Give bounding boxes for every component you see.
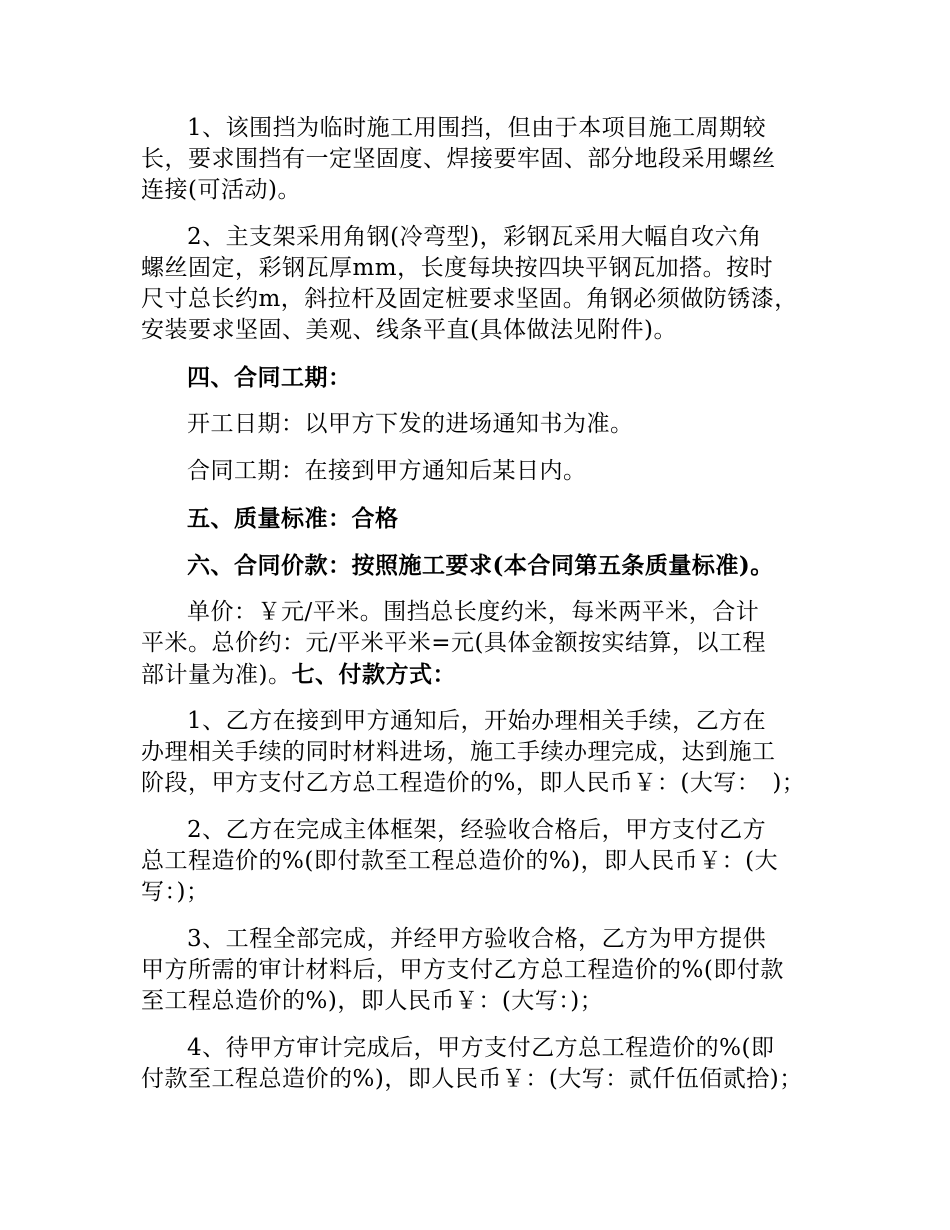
heading-text: 六、合同价款：按照施工要求(本合同第五条质量标准)。 bbox=[187, 552, 774, 579]
text-line: 连接(可活动)。 bbox=[141, 177, 301, 203]
text-line: 1、该围挡为临时施工用围挡，但由于本项目施工周期较 bbox=[187, 115, 767, 141]
section-heading-payment-method: 七、付款方式： bbox=[291, 661, 456, 688]
text-line: 付款至工程总造价的%)，即人民币￥：(大写：贰仟伍佰贰拾)； bbox=[141, 1066, 803, 1092]
text-line: 尺寸总长约m，斜拉杆及固定桩要求坚固。角钢必须做防锈漆， bbox=[141, 286, 798, 312]
heading-text: 四、合同工期： bbox=[187, 364, 352, 391]
paragraph-payment-3 bbox=[141, 924, 841, 1017]
text-line: 开工日期：以甲方下发的进场通知书为准。 bbox=[187, 411, 634, 437]
heading-text: 五、质量标准：合格 bbox=[187, 505, 399, 532]
section-heading-contract-period bbox=[141, 362, 841, 393]
text-line: 1、乙方在接到甲方通知后，开始办理相关手续，乙方在 bbox=[187, 708, 767, 734]
text-line: 2、乙方在完成主体框架，经验收合格后，甲方支付乙方 bbox=[187, 817, 767, 843]
paragraph-fence-clause-1 bbox=[141, 113, 841, 206]
paragraph-fence-clause-2 bbox=[141, 222, 841, 346]
document-page bbox=[141, 113, 841, 1111]
text-line: 写：)； bbox=[141, 879, 210, 905]
text-line: 总工程造价的%(即付款至工程总造价的%)，即人民币￥：(大 bbox=[141, 848, 779, 874]
paragraph-contract-period bbox=[141, 456, 841, 487]
paragraph-payment-4 bbox=[141, 1033, 841, 1095]
text-line: 2、主支架采用角钢(冷弯型)，彩钢瓦采用大幅自攻六角 bbox=[187, 224, 762, 250]
text-line: 4、待甲方审计完成后，甲方支付乙方总工程造价的%(即 bbox=[187, 1035, 775, 1061]
text-line: 合同工期：在接到甲方通知后某日内。 bbox=[187, 458, 587, 484]
paragraph-unit-price bbox=[141, 597, 841, 690]
text-line: 长，要求围挡有一定坚固度、焊接要牢固、部分地段采用螺丝 bbox=[141, 146, 776, 172]
paragraph-start-date bbox=[141, 409, 841, 440]
text-line: 平米。总价约：元/平米平米=元(具体金额按实结算，以工程 bbox=[141, 630, 766, 656]
section-heading-quality-standard bbox=[141, 503, 841, 534]
text-line: 单价：￥元/平米。围挡总长度约米，每米两平米，合计 bbox=[187, 599, 760, 625]
text-line: 3、工程全部完成，并经甲方验收合格，乙方为甲方提供 bbox=[187, 926, 767, 952]
paragraph-payment-2 bbox=[141, 815, 841, 908]
text-line: 阶段，甲方支付乙方总工程造价的%，即人民币￥：(大写： )； bbox=[141, 770, 806, 796]
text-line: 安装要求坚固、美观、线条平直(具体做法见附件)。 bbox=[141, 317, 677, 343]
section-heading-contract-price bbox=[141, 550, 841, 581]
text-line: 甲方所需的审计材料后，甲方支付乙方总工程造价的%(即付款 bbox=[141, 957, 784, 983]
paragraph-payment-1 bbox=[141, 706, 841, 799]
text-line bbox=[141, 659, 841, 690]
text-line: 至工程总造价的%)，即人民币￥：(大写：)； bbox=[141, 988, 604, 1014]
text-line: 螺丝固定，彩钢瓦厚mm，长度每块按四块平钢瓦加搭。按时 bbox=[141, 255, 774, 281]
text-fragment: 部计量为准)。 bbox=[141, 662, 292, 688]
text-line: 办理相关手续的同时材料进场，施工手续办理完成，达到施工 bbox=[141, 739, 776, 765]
